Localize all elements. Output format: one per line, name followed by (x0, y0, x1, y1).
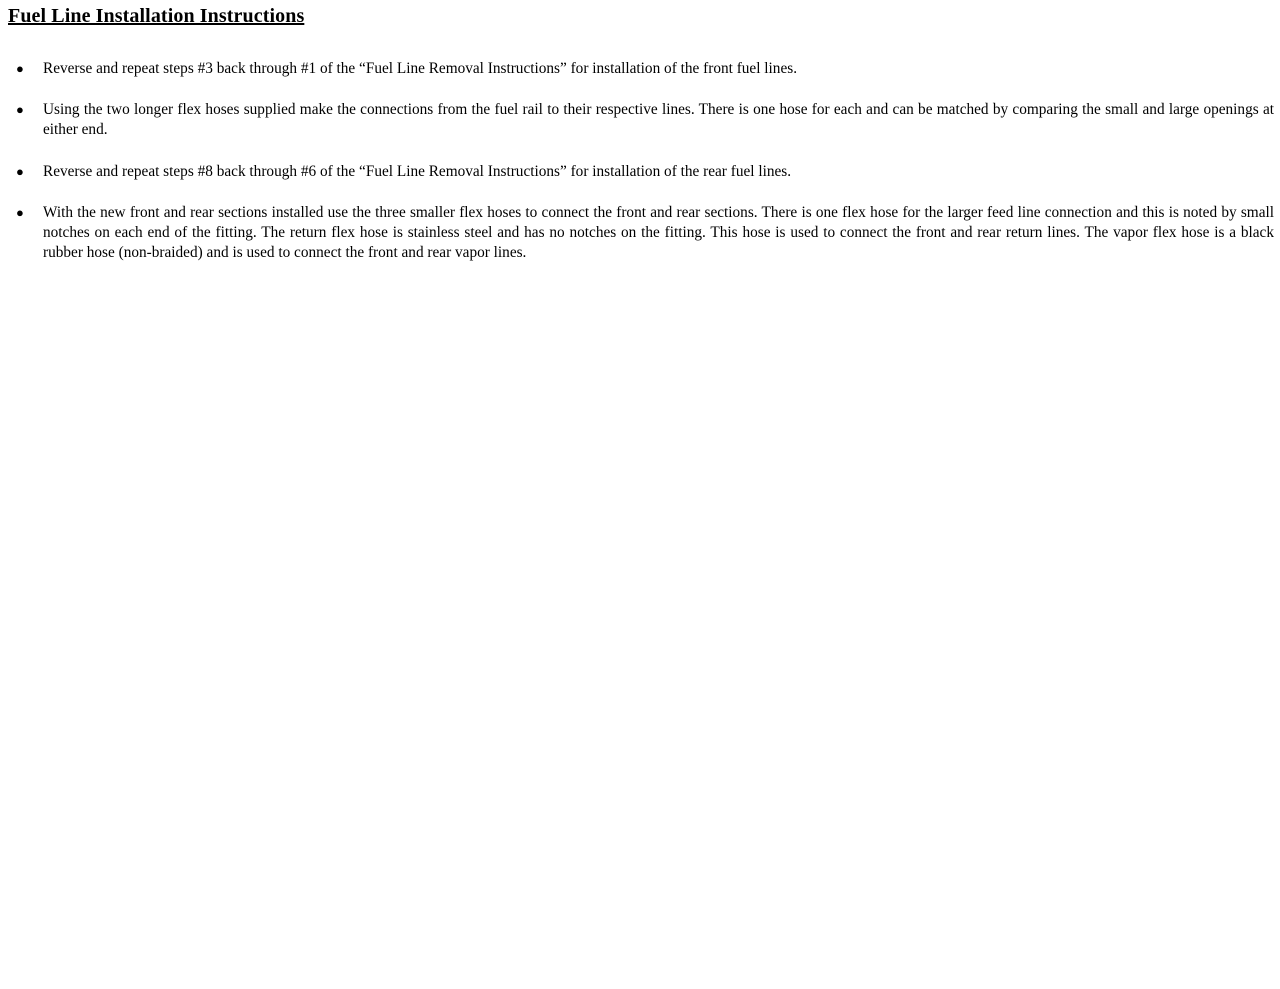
bullet-icon: ● (16, 102, 24, 118)
list-item-text: Using the two longer flex hoses supplied make the connections from the fuel rail to their respective lines. There is one hose for each and can be matched by comparing the small and large openings at either end. (43, 101, 1274, 139)
list-item (8, 203, 1274, 264)
bullet-icon: ● (16, 61, 24, 76)
instruction-list (8, 59, 1274, 263)
bullet-icon: ● (16, 163, 24, 179)
list-item-text: Reverse and repeat steps #8 back through #6 of the “Fuel Line Removal Instructions” for installation of the rear fuel lines. (43, 162, 792, 180)
list-item-text: Reverse and repeat steps #3 back through #1 of the “Fuel Line Removal Instructions” for installation of the front fuel lines. (43, 60, 798, 77)
bullet-icon: ● (16, 204, 24, 220)
list-item-text: With the new front and rear sections installed use the three smaller flex hoses to connect the front and rear sections. There is one flex hose for the larger feed line connection and this is noted by small notches on each end of the fitting. The return flex hose is stainless steel and has no notches on the fitting. This hose is used to connect the front and rear return lines. The vapor flex hose is a black rubber hose (non-braided) and is used to connect the front and rear vapor lines. (43, 203, 1274, 262)
list-item (8, 100, 1274, 140)
list-item (8, 162, 1274, 182)
page-title: Fuel Line Installation Instructions (8, 5, 305, 27)
list-item (8, 59, 1274, 79)
